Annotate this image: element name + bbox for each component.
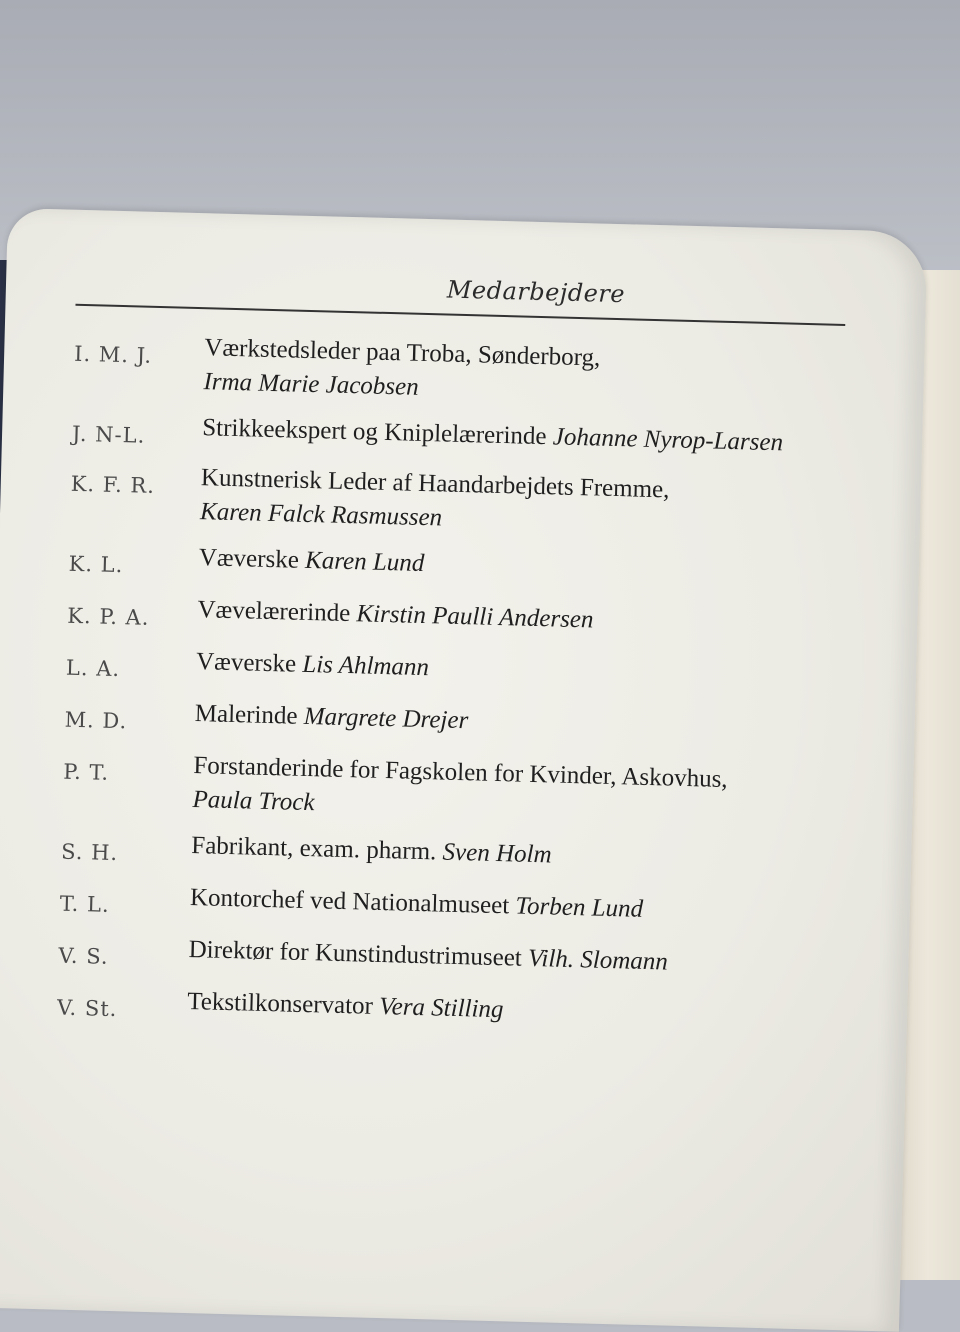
- contributor-entry: [66, 642, 867, 701]
- contributor-title: Værkstedsleder paa Troba, Sønderborg,: [204, 334, 601, 372]
- contributor-initials: K. P. A.: [67, 603, 150, 630]
- contributor-entry: [64, 694, 865, 753]
- contributor-title: Væverske: [195, 648, 297, 678]
- contributor-entry: [58, 930, 859, 989]
- contributor-title: Kontorchef ved Nationalmuseet: [189, 884, 510, 920]
- contributor-name: Johanne Nyrop-Larsen: [552, 423, 784, 457]
- contributor-name: Karen Lund: [304, 546, 425, 578]
- contributor-title: Fabrikant, exam. pharm.: [191, 832, 437, 866]
- book-page: [0, 208, 928, 1332]
- contributor-name: Irma Marie Jacobsen: [203, 368, 420, 401]
- contributor-entry: [72, 408, 873, 467]
- contributor-name: Torben Lund: [515, 892, 644, 923]
- contributor-entry: [57, 982, 858, 1041]
- contributor-name: Karen Falck Rasmussen: [199, 498, 443, 532]
- contributor-entry: [62, 746, 864, 835]
- page-content: [56, 266, 876, 1055]
- contributor-description: [197, 593, 868, 645]
- contributor-name: Lis Ahlmann: [302, 650, 430, 682]
- contributor-description: [191, 829, 862, 881]
- contributor-initials: S. H.: [60, 839, 119, 866]
- contributor-title: Kunstnerisk Leder af Haandarbejdets Fremme,: [200, 464, 670, 504]
- contributor-description: [187, 985, 858, 1037]
- contributor-entry: [70, 458, 872, 547]
- contributor-initials: J. N-L.: [71, 421, 146, 448]
- contributor-name: Vilh. Slomann: [527, 944, 669, 976]
- contributor-entry: [61, 826, 862, 885]
- contributor-description: [196, 645, 867, 697]
- contributor-title: Strikkeekspert og Kniplelærerinde: [201, 414, 547, 451]
- contributor-entry: [68, 538, 869, 597]
- contributor-description: [203, 331, 875, 417]
- contributor-title: Direktør for Kunstindustrimuseet: [188, 935, 523, 972]
- contributor-description: [190, 881, 861, 933]
- contributor-title: Forstanderinde for Fagskolen for Kvinder, Askovhus,: [193, 752, 728, 794]
- contributor-initials: K. L.: [68, 551, 124, 578]
- contributor-description: [200, 461, 872, 547]
- contributor-entry: [59, 878, 860, 937]
- contributor-description: [194, 697, 865, 749]
- contributor-initials: K. F. R.: [70, 471, 156, 498]
- contributor-initials: T. L.: [59, 891, 111, 917]
- contributor-name: Paula Trock: [192, 786, 315, 817]
- contributor-name: Vera Stilling: [378, 992, 504, 1024]
- contributor-description: [202, 411, 873, 463]
- contributor-entry: [73, 328, 875, 417]
- contributor-description: [192, 749, 864, 835]
- contributor-title: Tekstilkonservator: [186, 987, 374, 1020]
- contributor-initials: P. T.: [62, 759, 110, 785]
- contributor-initials: V. S.: [58, 943, 109, 969]
- contributor-description: [198, 541, 869, 593]
- contributor-title: Vævelærerinde: [197, 596, 351, 628]
- contributor-title: Væverske: [198, 544, 300, 574]
- contributor-initials: I. M. J.: [73, 341, 153, 368]
- contributor-title: Malerinde: [194, 700, 298, 730]
- contributor-entry: [67, 590, 868, 649]
- contributor-description: [188, 933, 859, 985]
- contributor-name: Sven Holm: [442, 838, 552, 869]
- contributor-initials: L. A.: [65, 655, 121, 682]
- contributor-name: Kirstin Paulli Andersen: [356, 600, 594, 634]
- contributor-initials: M. D.: [64, 707, 128, 734]
- page-header: Medarbejdere: [446, 275, 626, 309]
- contributor-initials: V. St.: [56, 995, 118, 1022]
- contributor-name: Margrete Drejer: [303, 702, 469, 735]
